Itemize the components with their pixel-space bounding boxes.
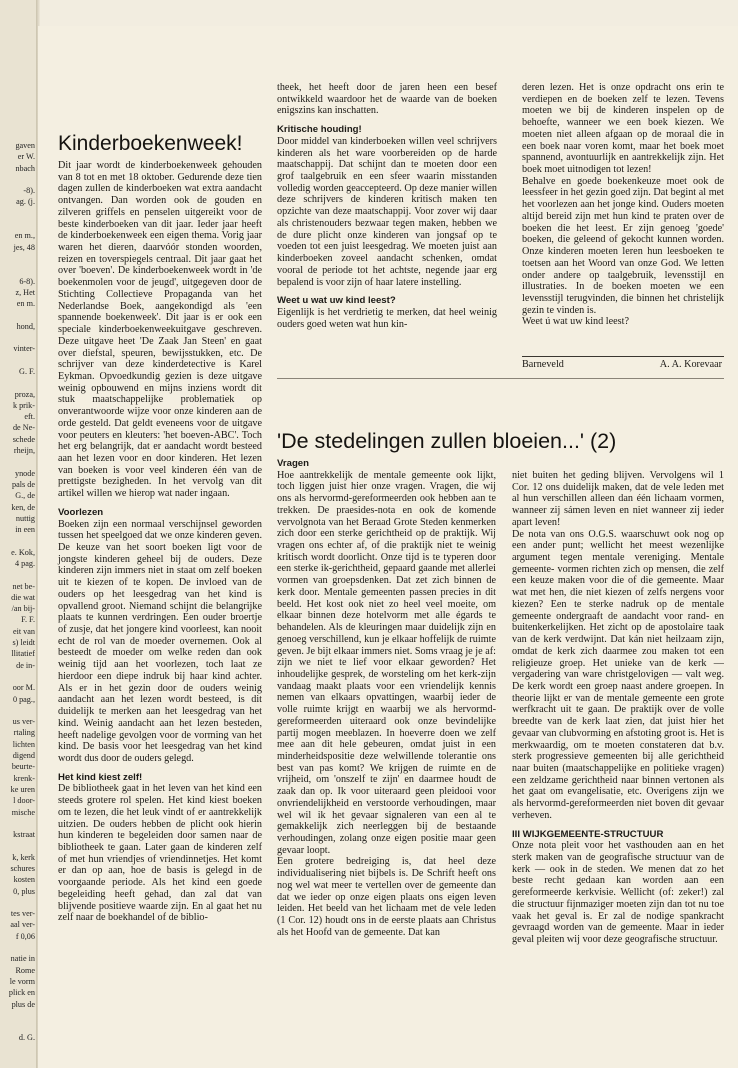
section-heading-kritische-houding: Kritische houding! xyxy=(277,124,362,136)
strip-line xyxy=(0,332,38,343)
strip-line: nbach xyxy=(15,163,35,173)
strip-line: kstraat xyxy=(13,830,35,840)
strip-line xyxy=(0,840,38,851)
strip-line xyxy=(0,264,38,275)
strip-line: er W. xyxy=(17,152,35,162)
strip-line xyxy=(0,1021,38,1032)
strip-line: die wat xyxy=(11,592,35,602)
section-text-kritische-houding: Door middel van kinderboeken willen veel schrijvers kinderen als het ware voorbereiden op de harde maatschappij. Dat schijnt dan te moeten door een grof taalgebruik en een sfeer waarin misstanden volledig worden geaccepteerd. Op deze manier willen deze schrijvers de kinderen kritisch maken ten opzichte van deze maatschappij. Voor zover wij daar als christenouders bezwaar tegen maken, hebben we de dure plicht onze kinderen van jongsaf op te voeden tot een juist leesgedrag. We moeten juist aan kinderboeken zoveel aandacht schenken, omdat vooral de periode tot het achtste, negende jaar erg bepalend is voor zijn of haar latere instelling. xyxy=(277,135,497,288)
article1-closing-question: Weet ú wat uw kind leest? xyxy=(522,316,629,328)
strip-line xyxy=(0,818,38,829)
strip-line: oor M. xyxy=(12,683,35,693)
strip-line xyxy=(0,309,38,320)
strip-line: proza, xyxy=(14,389,35,399)
strip-line: G., de xyxy=(15,491,35,501)
strip-line: lichten xyxy=(12,739,35,749)
strip-line: de Ne- xyxy=(12,423,35,433)
strip-line: krenk- xyxy=(13,773,35,783)
strip-line: de in- xyxy=(16,660,35,670)
signature-author: A. A. Korevaar xyxy=(659,359,722,370)
strip-line: Rome xyxy=(15,965,35,975)
strip-line: tes ver- xyxy=(10,909,35,919)
strip-line: 0 pag., xyxy=(12,694,35,704)
strip-line: l door- xyxy=(13,796,35,806)
strip-line: hond, xyxy=(16,321,35,331)
strip-line xyxy=(0,671,38,682)
strip-line: schede xyxy=(12,434,35,444)
strip-line: z, Het xyxy=(15,287,35,297)
article1-column-1 xyxy=(58,160,262,924)
strip-line xyxy=(0,897,38,908)
strip-line: gaven xyxy=(15,141,35,150)
section-heading-kind-kiest: Het kind kiest zelf! xyxy=(58,771,143,783)
strip-line xyxy=(0,535,38,546)
article-divider xyxy=(277,378,724,379)
section-text-vragen: Hoe aantrekkelijk de mentale gemeente ook lijkt, toch liggen juist hier onze vragen. Vragen, die wij ons als hervormd-gereformeerden ook hebben aan te trekken. De praesides-nota en ook de komende vervolgnota van het Beraad Grote Steden kenmerken zich door een sterke gerichtheid op de praktijk. Wij vragen ons echter af, of die praktijk niet te weinig kritisch wordt doorlicht. Onze tijd is te typeren door een sterke ik-gerichtheid, gepaard gaande met allerlei vormen van groepsdenken. Dat zet zich binnen de kerk door. Mentale gemeenten passen precies in dit beeld. Het kost ook niet zo heel veel moeite, om elkaar binnen deze hotelvorm met alle égards te behandelen. Als de kleuringen maar duidelijk zijn en genoeg verschillend, kun je elkaar hoffelijk de ruimte geven. Je bijt elkaar immers niet. Soms vraag je je af: zijn we niet te lief voor elkaar geworden? Het inhoudelijke gesprek, de worsteling om het kerk-zijn vandaag maakt plaats voor een vriendelijk kennis nemen van elkaars opvattingen, waarbij ieder de volle ruimte krijgt en waarbij we als hervormd-gereformeerden uiteraard ook onze bevindelijke partij mogen meeblazen. In hoeverre doen we zelf mee aan dit hele gebeuren, omdat juist in een minderheidspositie deze welwillende tolerantie ons best van pas komt? We krijgen de ruimte en de vrijheid, om 'onszelf te zijn' en daarmee houdt de zaak dan op. Ik voor uiteraard geen pleidooi voor onvriendelijkheid en verstoorde verhoudingen, maar wel wil ik het gevaar signaleren van een al te gemakkelijk zich neerleggen bij de bestaande verhoudingen, zolang onze eigen positie maar geen gevaar loopt. xyxy=(277,469,496,856)
strip-line xyxy=(0,569,38,580)
section-text-kind-kiest: De bibliotheek gaat in het leven van het kind een steeds grotere rol spelen. Het kind kiest boeken om te lezen, die het leuk vindt of er aantrekkelijk uitzien. De ouders hebben de plicht ook hierin hun kinderen te begeleiden door samen naar de bibliotheek te gaan. Later gaan de kinderen zelf of met hun vriendjes of vriendinnetjes. Het komt er dan op aan, hoe de basis is gelegd in de voorgaande periode. Als het kind een goede begeleiding heeft gehad, dan zal dat van blijvende positieve waarde zijn. En al gaat het nu zelf naar de boekhandel of de biblio- xyxy=(58,783,262,924)
strip-line: eit van xyxy=(12,626,35,636)
strip-line: ynode xyxy=(14,468,35,478)
article1-column-3 xyxy=(522,82,724,328)
strip-line: plus de xyxy=(11,999,35,1009)
article1-col2-continuation: theek, het heeft door de jaren heen een besef ontwikkeld waardoor het de waarde van de boeken enigszins kan inschatten. xyxy=(277,82,497,117)
strip-line: s) leidt xyxy=(12,638,35,648)
strip-line: en m. xyxy=(16,299,35,309)
section-heading-voorlezen: Voorlezen xyxy=(58,506,104,518)
strip-line: mische xyxy=(11,807,35,817)
section-heading-weet-u: Weet u wat uw kind leest? xyxy=(277,295,396,307)
strip-line xyxy=(0,377,38,388)
strip-line xyxy=(0,1010,38,1021)
strip-line: -8). xyxy=(23,186,35,196)
strip-line: llitatief xyxy=(11,649,35,659)
strip-line xyxy=(0,705,38,716)
strip-line: ke uren xyxy=(10,784,35,794)
article1-column-2 xyxy=(277,82,497,330)
strip-line: schures xyxy=(10,864,35,873)
strip-line xyxy=(0,174,38,185)
strip-line xyxy=(0,355,38,366)
strip-line: f 0,06 xyxy=(15,931,35,941)
strip-line xyxy=(0,219,38,230)
strip-line: kosten xyxy=(13,875,35,885)
strip-line: G. F. xyxy=(19,366,35,376)
signature-place: Barneveld xyxy=(522,359,564,370)
section-text-wijkgemeente: Onze nota pleit voor het vasthouden aan en het sterk maken van de geografische structuur van de kerk — ook in de steden. We menen dat zo het beste recht gedaan kan worden aan een gereformeerde kerkvisie. Wellicht (of: zeker!) zal die structuur fijnmaziger moeten zijn dan tot nu toe vaak het geval is. Er zal de nodige spankracht gevraagd worden van de gemeente. Maar in ieder geval pleiten wij voor deze geografische structuur. xyxy=(512,840,724,946)
strip-line: ag. (j. xyxy=(16,197,35,207)
article1-col3-text2: Behalve en goede boekenkeuze moet ook de leessfeer in het gezin goed zijn. Dat begint al met het voorlezen aan het jonge kind. Ouders moeten altijd bereid zijn met hun kind te praten over de boeken die het leest. Er zijn genoeg 'goede' boeken, die geleend of gekocht kunnen worden. Onze kinderen moeten leren hun leesboeken te toetsen aan het Woord van onze God. We letten onder andere op taalgebruik, levensstijl en illustraties. In de boeken moeten we een levensstijl terugvinden, die binnen het christelijk gezin te vinden is. xyxy=(522,175,724,316)
article2-col2-text: niet buiten het geding blijven. Vervolgens wil 1 Cor. 12 ons duidelijk maken, dat de vele leden met al hun verschillen alleen dan één lichaam vormen, wanneer zij sámen leven en niet wanneer zij ieder apart leven! xyxy=(512,470,724,528)
strip-line: us ver- xyxy=(12,717,35,727)
strip-line: k, kerk xyxy=(12,852,35,862)
strip-line: /an bij- xyxy=(11,604,35,614)
strip-line: vinter- xyxy=(13,344,35,354)
strip-line: jes, 48 xyxy=(13,242,35,252)
strip-line: le vorm xyxy=(9,976,35,986)
strip-line: k prik- xyxy=(12,400,35,410)
signature-rule xyxy=(522,356,724,357)
strip-line xyxy=(0,942,38,953)
article1-signature xyxy=(522,359,722,370)
strip-line: net be- xyxy=(12,581,35,591)
section-text-voorlezen: Boeken zijn een normaal verschijnsel geworden tussen het speelgoed dat we onze kinderen geven. De keuze van het soort boeken ligt voor de jongste kinderen geheel bij de ouders. Deze kinderen zijn immers niet in staat om zelf boeken uit te kiezen of te kopen. De invloed van de ouders op het leesgedrag van het kind is opvallend groot. Niemand schijnt die belangrijke plaats te kunnen verdringen. Een ouder broertje of zusje, dat het jongere kind voorleest, kan nooit echt de rol van de moeder overnemen. Ook al besteedt de moeder om welke reden dan ook weinig tijd aan het voorlezen, toch laat ze hierdoor een diepe indruk bij haar kind achter. Als er in het gezin door de ouders weinig aandacht aan het lezen wordt besteed, is dit duidelijk te merken aan het leesgedrag van het kind. Weinig aandacht aan het lezen besteden, heeft nadelige gevolgen voor de vorming van het kind. De basis voor het leesgedrag van het kind wordt dus door de ouders gelegd. xyxy=(58,518,262,764)
strip-line xyxy=(0,208,38,219)
strip-line: 0, plus xyxy=(13,886,35,896)
strip-line xyxy=(0,456,38,467)
previous-page-text-strip xyxy=(0,140,38,1044)
strip-line: rheijn, xyxy=(13,446,35,456)
strip-line: e. Kok, xyxy=(11,547,35,557)
section-heading-wijkgemeente: III WIJKGEMEENTE-STRUCTUUR xyxy=(512,828,664,840)
strip-line: aal ver- xyxy=(10,920,35,930)
strip-line: 6-8). xyxy=(19,276,35,286)
strip-line: 4 pag. xyxy=(14,558,35,568)
section-heading-vragen: Vragen xyxy=(277,458,309,469)
section-text-vragen-2: Een grotere bedreiging is, dat heel deze individualisering niet bijbels is. De Schrift heeft ons nog wel wat meer te vertellen over de gemeente dan dat we ieder op onze eigen plaats ons eigen leven leiden. Het beeld van het lichaam met de vele leden (1 Cor. 12) houdt ons in de eerste plaats aan Christus als het Hoofd van de gemeente. Dat kan xyxy=(277,856,496,938)
article2-col2-text2: De nota van ons O.G.S. waarschuwt ook nog op een ander punt; wellicht het meest wezenlijke argument tegen mentale vereniging. Mentale gemeente- vormen richten zich op mensen, die zelf een keuze maken voor die of die gemeente. Maar wat met hen, die niet kiezen of zelfs nergens voor kiezen? Een te sterke nadruk op de mentale gemeente ondergraaft de aandacht voor rand- en buitenkerkelijken. Het zicht op de apostolaire taak van de kerk verdwijnt. Dat kán niet heilzaam zijn, omdat de kerk zich daarmee zou maken tot een religieuze groep. Het unieke van de kerk — vergadering van ware christgelovigen — valt weg. De kerk wordt een groep naast andere groepen. In theorie lijkt er van de mentale gemeente een grote werfkracht uit te gaan. De praktijk over de volle breedte van de kerk laat zien, dat juist hier het gevaar van clubvorming en afstoting groot is. Het is merkwaardig, om te moeten constateren dat b.v. sterk progressieve gemeenten bij alle gerichtheid naar buiten (maatschappelijke en politieke vragen) een zeldzame gerichtheid naar binnen vertonen als het gaat om evangelisatie, etc. Overigens zijn we als hervormd-gereformeerden niet boven dit gevaar verheven. xyxy=(512,528,724,821)
section-text-weet-u: Eigenlijk is het verdrietig te merken, dat heel weinig ouders goed weten wat hun kin- xyxy=(277,306,497,330)
strip-line: d. G. xyxy=(18,1033,35,1043)
strip-line: nuttig xyxy=(15,513,35,523)
strip-line: beurte- xyxy=(11,762,35,772)
strip-line xyxy=(0,253,38,264)
article-title-stedelingen: 'De stedelingen zullen bloeien...' (2) xyxy=(277,429,617,453)
article1-col3-text: deren lezen. Het is onze opdracht ons erin te verdiepen en de boeken zelf te lezen. Tevens moeten we bij de kinderen inspelen op de behoefte, wanneer we een boek kiezen. We moeten niet alleen afgaan op de moraal die in een boek naar voren komt, maar het boek moet spannend, avontuurlijk en aantrekkelijk zijn. Het boek moet uitnodigen tot lezen! xyxy=(522,82,724,176)
strip-line: eft. xyxy=(24,412,35,422)
strip-line: ken, de xyxy=(11,502,35,512)
strip-line: digend xyxy=(12,751,35,761)
strip-line: natie in xyxy=(10,954,35,964)
article1-intro: Dit jaar wordt de kinderboekenweek gehouden van 8 tot en met 18 oktober. Gedurende deze tien dagen zullen de kinderboeken wat extra aandacht ontvangen. Dan worden ook de gouden en zilveren griffels en penselen uitgereikt voor de beste kinderboeken van dit jaar. Ieder jaar heeft de kinderboekenweek een eigen thema. Vorig jaar waren het dieren, daarvóór stonden woorden, reizen en toverspiegels centraal. Dit jaar gaat het over 'boeven'. De kinderboekenweek wordt in 'de boekenmolen voor de jeugd', uitgegeven door de Stichting Collectieve Propaganda van het Nederlandse Boek, aangekondigd als 'een spannende boekenweek'. Dit jaar is er ook een speciale kinderboekenweekuitgave geschreven. Deze uitgave heet 'De Zaak Jan Steen' en gaat over diefstal, speuren, bewijsstukken, etc. De schrijver van deze kinderdetective is Karel Eykman. Opvoedkundig gezien is deze uitgave weinig opbouwend en mijns inziens wordt dit stuk maatschappelijke problematiek op onverantwoorde wijze voor onze kinderen aan de orde gesteld. Dat geldt eveneens voor de uitgave voor peuters en kleuters: 'het boeven-ABC'. Toch het erg belangrijk, dat er aandacht wordt besteed aan het lezen voor en door kinderen. Het lezen van boeken is voor veel kinderen één van de prettigste bezigheden. In het vervolg van dit artikel willen we hierop wat nader ingaan. xyxy=(58,160,262,500)
article-title-kinderboekenweek: Kinderboekenweek! xyxy=(58,132,243,155)
strip-line: en m., xyxy=(14,231,35,241)
strip-line: plick en xyxy=(8,988,35,998)
strip-line: pals de xyxy=(12,479,35,489)
strip-line: in een xyxy=(15,525,35,535)
strip-line: rtaling xyxy=(13,728,35,738)
strip-line: F. F. xyxy=(21,615,35,625)
article2-column-2 xyxy=(512,470,724,946)
article2-column-1 xyxy=(277,458,496,938)
